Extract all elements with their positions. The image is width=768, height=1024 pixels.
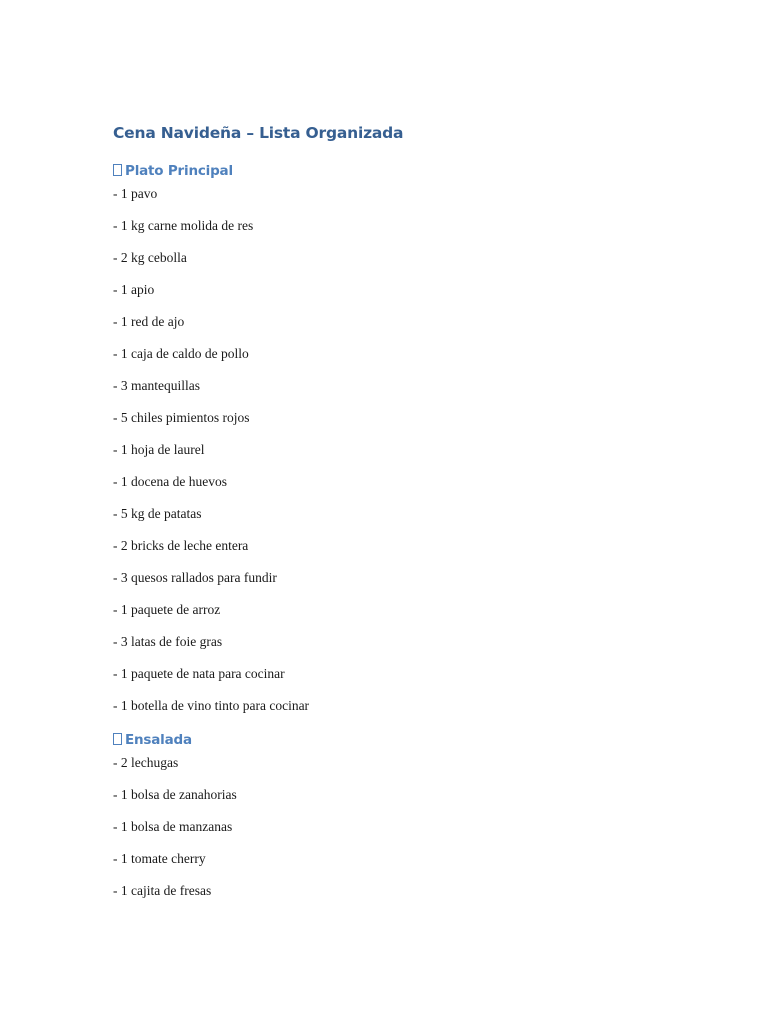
list-item: - 2 bricks de leche entera	[113, 538, 249, 553]
salad-emoji-icon	[113, 733, 122, 745]
list-item: - 1 cajita de fresas	[113, 883, 212, 898]
list-item: - 2 kg cebolla	[113, 250, 187, 265]
list-item: - 1 botella de vino tinto para cocinar	[113, 698, 310, 713]
list-item: - 1 tomate cherry	[113, 851, 206, 866]
list-item: - 1 apio	[113, 282, 155, 297]
list-item: - 3 mantequillas	[113, 378, 200, 393]
list-item: - 1 bolsa de manzanas	[113, 819, 233, 834]
list-item: - 1 paquete de nata para cocinar	[113, 666, 285, 681]
list-item: - 1 caja de caldo de pollo	[113, 346, 249, 361]
list-item: - 1 bolsa de zanahorias	[113, 787, 237, 802]
ensalada-list	[113, 755, 237, 915]
christmas-emoji-icon	[113, 164, 122, 176]
list-item: - 1 paquete de arroz	[113, 602, 221, 617]
list-item: - 3 quesos rallados para fundir	[113, 570, 277, 585]
section-heading-plato-principal	[113, 163, 233, 179]
list-item: - 5 chiles pimientos rojos	[113, 410, 250, 425]
list-item: - 2 lechugas	[113, 755, 179, 770]
document-title: Cena Navideña – Lista Organizada	[113, 124, 404, 142]
list-item: - 1 red de ajo	[113, 314, 185, 329]
plato-principal-list	[113, 186, 309, 730]
section-heading-label: Plato Principal	[125, 163, 233, 179]
list-item: - 3 latas de foie gras	[113, 634, 223, 649]
section-heading-label: Ensalada	[125, 732, 192, 748]
list-item: - 1 docena de huevos	[113, 474, 227, 489]
list-item: - 1 kg carne molida de res	[113, 218, 254, 233]
list-item: - 1 pavo	[113, 186, 158, 201]
list-item: - 1 hoja de laurel	[113, 442, 205, 457]
section-heading-ensalada	[113, 732, 192, 748]
list-item: - 5 kg de patatas	[113, 506, 202, 521]
